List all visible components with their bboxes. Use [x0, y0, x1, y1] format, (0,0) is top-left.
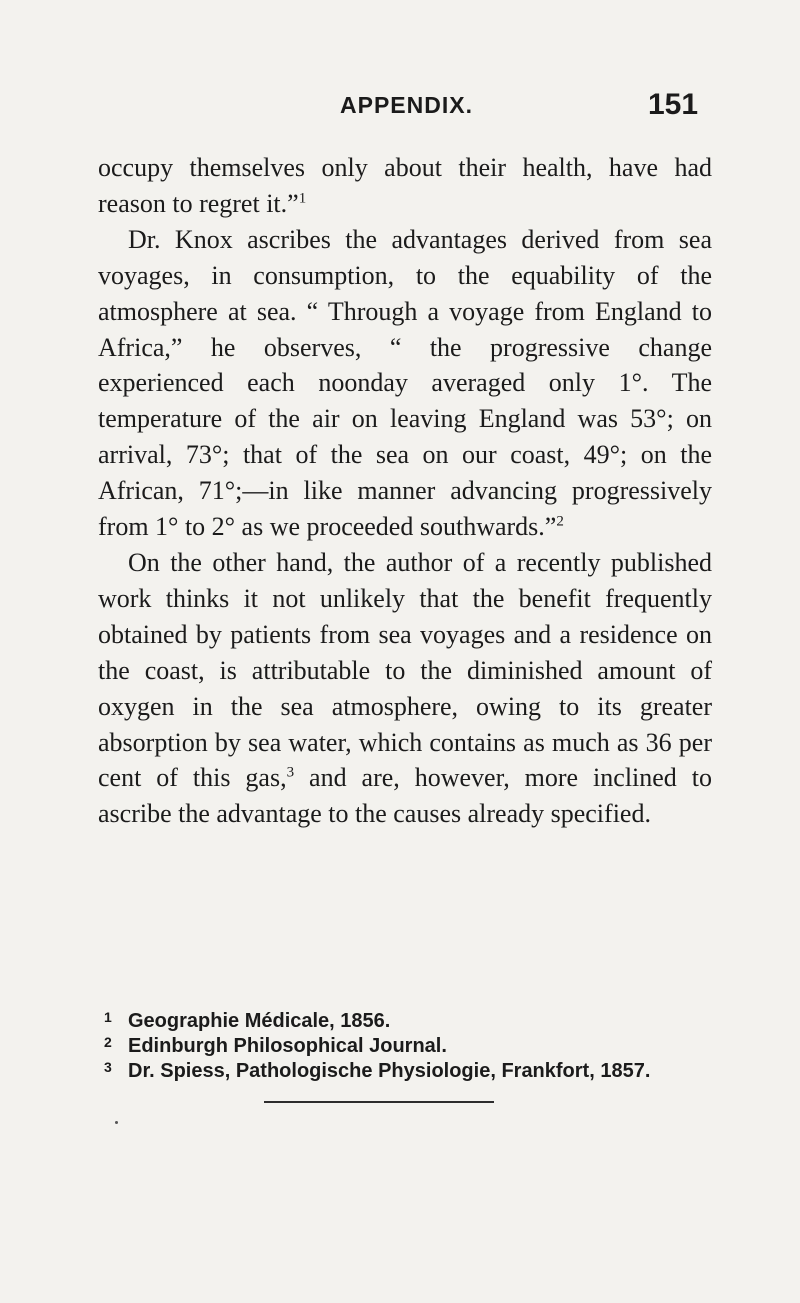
paragraph-3 — [98, 545, 712, 832]
paragraph-1-text: occupy themselves only about their health, have had reason to regret it.” — [98, 153, 712, 218]
paragraph-2-text: Dr. Knox ascribes the advantages derived from sea voyages, in consumption, to the equability of the atmosphere at sea. “ Through a voyage from England to Africa,” he observes, “ the progressive change experienced each noonday averaged only 1°. The temperature of the air on leaving England was 53°; on arrival, 73°; that of the sea on our coast, 49°; on the African, 71°;—in like manner advancing progressively from 1° to 2° as we proceeded southwards.” — [98, 224, 712, 542]
footnote-2 — [104, 1034, 724, 1059]
footnote-3 — [104, 1059, 724, 1084]
running-head-title: APPENDIX. — [340, 92, 473, 118]
footnote-ref-2: 2 — [556, 513, 564, 530]
footnote-text-2: Edinburgh Philosophical Journal. — [128, 1035, 447, 1057]
footnote-1 — [104, 1009, 724, 1034]
footnotes — [104, 1009, 724, 1084]
paragraph-3-text: On the other hand, the author of a recently published work thinks it not unlikely that the benefit frequently obtained by patients from sea voyages and a residence on the coast, is attributable to the diminished amount of oxygen in the sea atmosphere, owing to its greater absorption by sea water, which contains as much as 36 per cent of this gas, — [98, 547, 712, 793]
running-head — [0, 88, 800, 132]
paragraph-3-after: and are, however, more inclined to ascribe the advantage to the causes already specified. — [98, 763, 712, 829]
footnote-mark-1: 1 — [104, 1009, 112, 1025]
paragraph-2 — [98, 222, 712, 545]
horizontal-rule — [264, 1101, 494, 1103]
ink-speck — [115, 1121, 118, 1124]
footnote-mark-3: 3 — [104, 1059, 112, 1075]
footnote-text-1: Geographie Médicale, 1856. — [128, 1010, 391, 1032]
footnote-mark-2: 2 — [104, 1034, 112, 1050]
body-text — [98, 150, 712, 832]
footnote-ref-3: 3 — [286, 764, 295, 781]
footnote-ref-1: 1 — [298, 190, 307, 207]
paragraph-1 — [98, 150, 712, 222]
footnote-text-3: Dr. Spiess, Pathologische Physiologie, Frankfort, 1857. — [128, 1060, 651, 1082]
page-number: 151 — [648, 88, 699, 121]
